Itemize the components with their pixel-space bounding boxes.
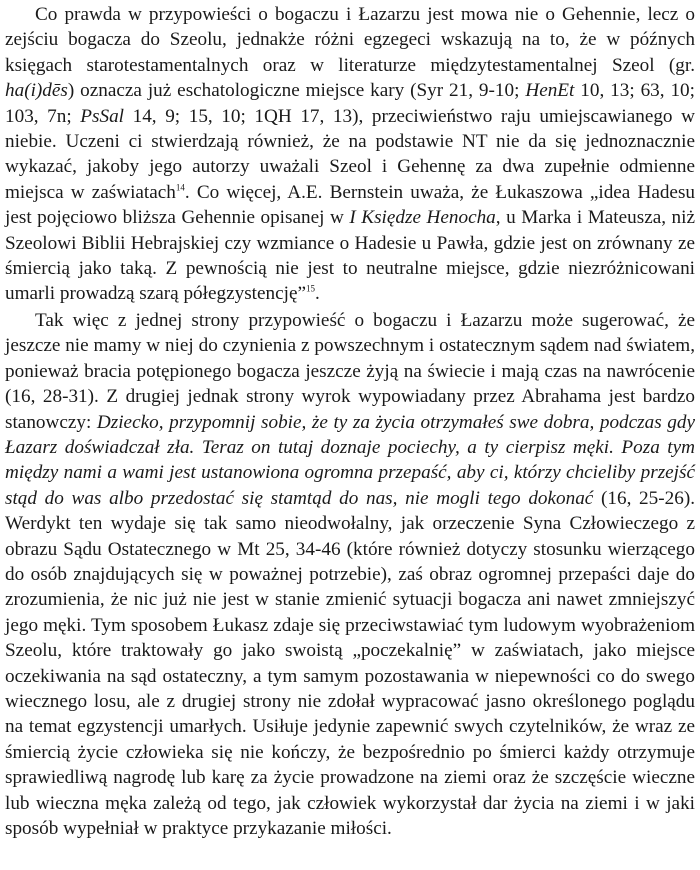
text-run: Tak więc z jednej strony przypowieść o bogaczu i Łazarzu może sugerować, że jeszcze nie mamy w niej do czynienia z powszechnym i ostatecznym sądem nad światem, ponieważ bracia potępionego bogacza jeszcze żyją na świecie i mają czas na nawrócenie (16, 28-31). Z drugiej jednak strony wyrok wypowiadany przez Abrahama jest bardzo stanowczy: bbox=[5, 309, 695, 433]
text-run: Co prawda w przypowieści o bogaczu i Łazarzu jest mowa nie o Gehennie, lecz o zejściu bogacza do Szeolu, jednakże różni egzegeci wskazują na to, że w późnych księgach starotestamentalnych oraz w literaturze międzytestamentalnej Szeol (gr. bbox=[5, 4, 695, 76]
italic-term-hades: ha(i)dēs bbox=[5, 80, 68, 102]
text-run: , u Marka i Mateusza, niż Szeolowi Biblii Hebrajskiej czy wzmiance o Hadesie u Pawła, gdzie jest on zrównany ze śmiercią jako taką. Z pewnością nie jest to neutralne miejsce, gdzie niezróżnicowani umarli prowadzą szarą półegzystencję” bbox=[5, 207, 695, 305]
text-run: . Co więcej, A.E. Bernstein uważa, że Łukaszowa „idea Hadesu jest pojęciowo bliższa Gehennie opisanej w bbox=[5, 181, 696, 229]
text-run: . bbox=[315, 283, 320, 305]
paragraph-2 bbox=[5, 308, 695, 842]
paragraph-1 bbox=[5, 2, 695, 307]
text-run: 10, 13; 63, 10; 103, 7n; bbox=[5, 80, 695, 127]
italic-quotation: Dziecko, przypomnij sobie, że ty za życia otrzymałeś swe dobra, podczas gdy Łazarz doświadczał zła. Teraz on tutaj doznaje pociechy, a ty cierpisz męki. Poza tym między nami a wami jest ustanowiona ogromna przepaść, aby ci, którzy chcieliby przejść stąd do was albo przedostać się stamtąd do nas, nie mogli tego dokonać bbox=[5, 411, 695, 509]
italic-ref-henet: HenEt bbox=[525, 80, 575, 102]
document-page bbox=[5, 2, 695, 841]
italic-ref-pssal: PsSal bbox=[80, 105, 125, 127]
footnote-ref-14[interactable]: 14 bbox=[175, 182, 185, 193]
text-run: (16, 25-26). Werdykt ten wydaje się tak samo nieodwołalny, jak orzeczenie Syna Człowieczego z obrazu Sądu Ostatecznego w Mt 25, 34-46 (które również dotyczy stosunku wierzącego do osób znajdujących się w poważnej potrzebie), zaś obraz ogromnej przepaści daje do zrozumienia, że nic już nie jest w stanie zmienić sytuacji bogacza ani nawet zmniejszyć jego męki. Tym sposobem Łukasz zdaje się przeciwstawiać tym ludowym wyobrażeniom Szeolu, które traktowały go jako swoistą „poczekalnię” w zaświatach, jako miejsce oczekiwania na sąd ostateczny, a tym samym pozostawania w niepewności co do swego wiecznego losu, ale z drugiej strony nie zdołał wypracować jasno określonego poglądu na temat egzystencji umarłych. Usiłuje jedynie zapewnić swych czytelników, że wraz ze śmiercią życie człowieka się nie kończy, że bezpośrednio po śmierci każdy otrzymuje sprawiedliwą nagrodę lub karę za życie prowadzone na ziemi oraz że szczęście wieczne lub wieczna męka zależą od tego, jak człowiek wykorzystał dar życia na ziemi i w jaki sposób wypełniał w praktyce przykazanie miłości. bbox=[5, 487, 696, 839]
italic-book-title: I Księdze Henocha bbox=[349, 207, 496, 229]
text-run: ) oznacza już eschatologiczne miejsce kary (Syr 21, 9-10; bbox=[67, 80, 526, 102]
text-run: 14, 9; 15, 10; 1QH 17, 13), przeciwieństwo raju umiejscawianego w niebie. Uczeni ci stwierdzają również, że na podstawie NT nie da się jednoznacznie wykazać, jakoby jego autorzy uważali Szeol i Gehennę za dwa zupełnie odmienne miejsca w zaświatach bbox=[5, 105, 695, 203]
footnote-ref-15[interactable]: 15 bbox=[306, 284, 315, 295]
